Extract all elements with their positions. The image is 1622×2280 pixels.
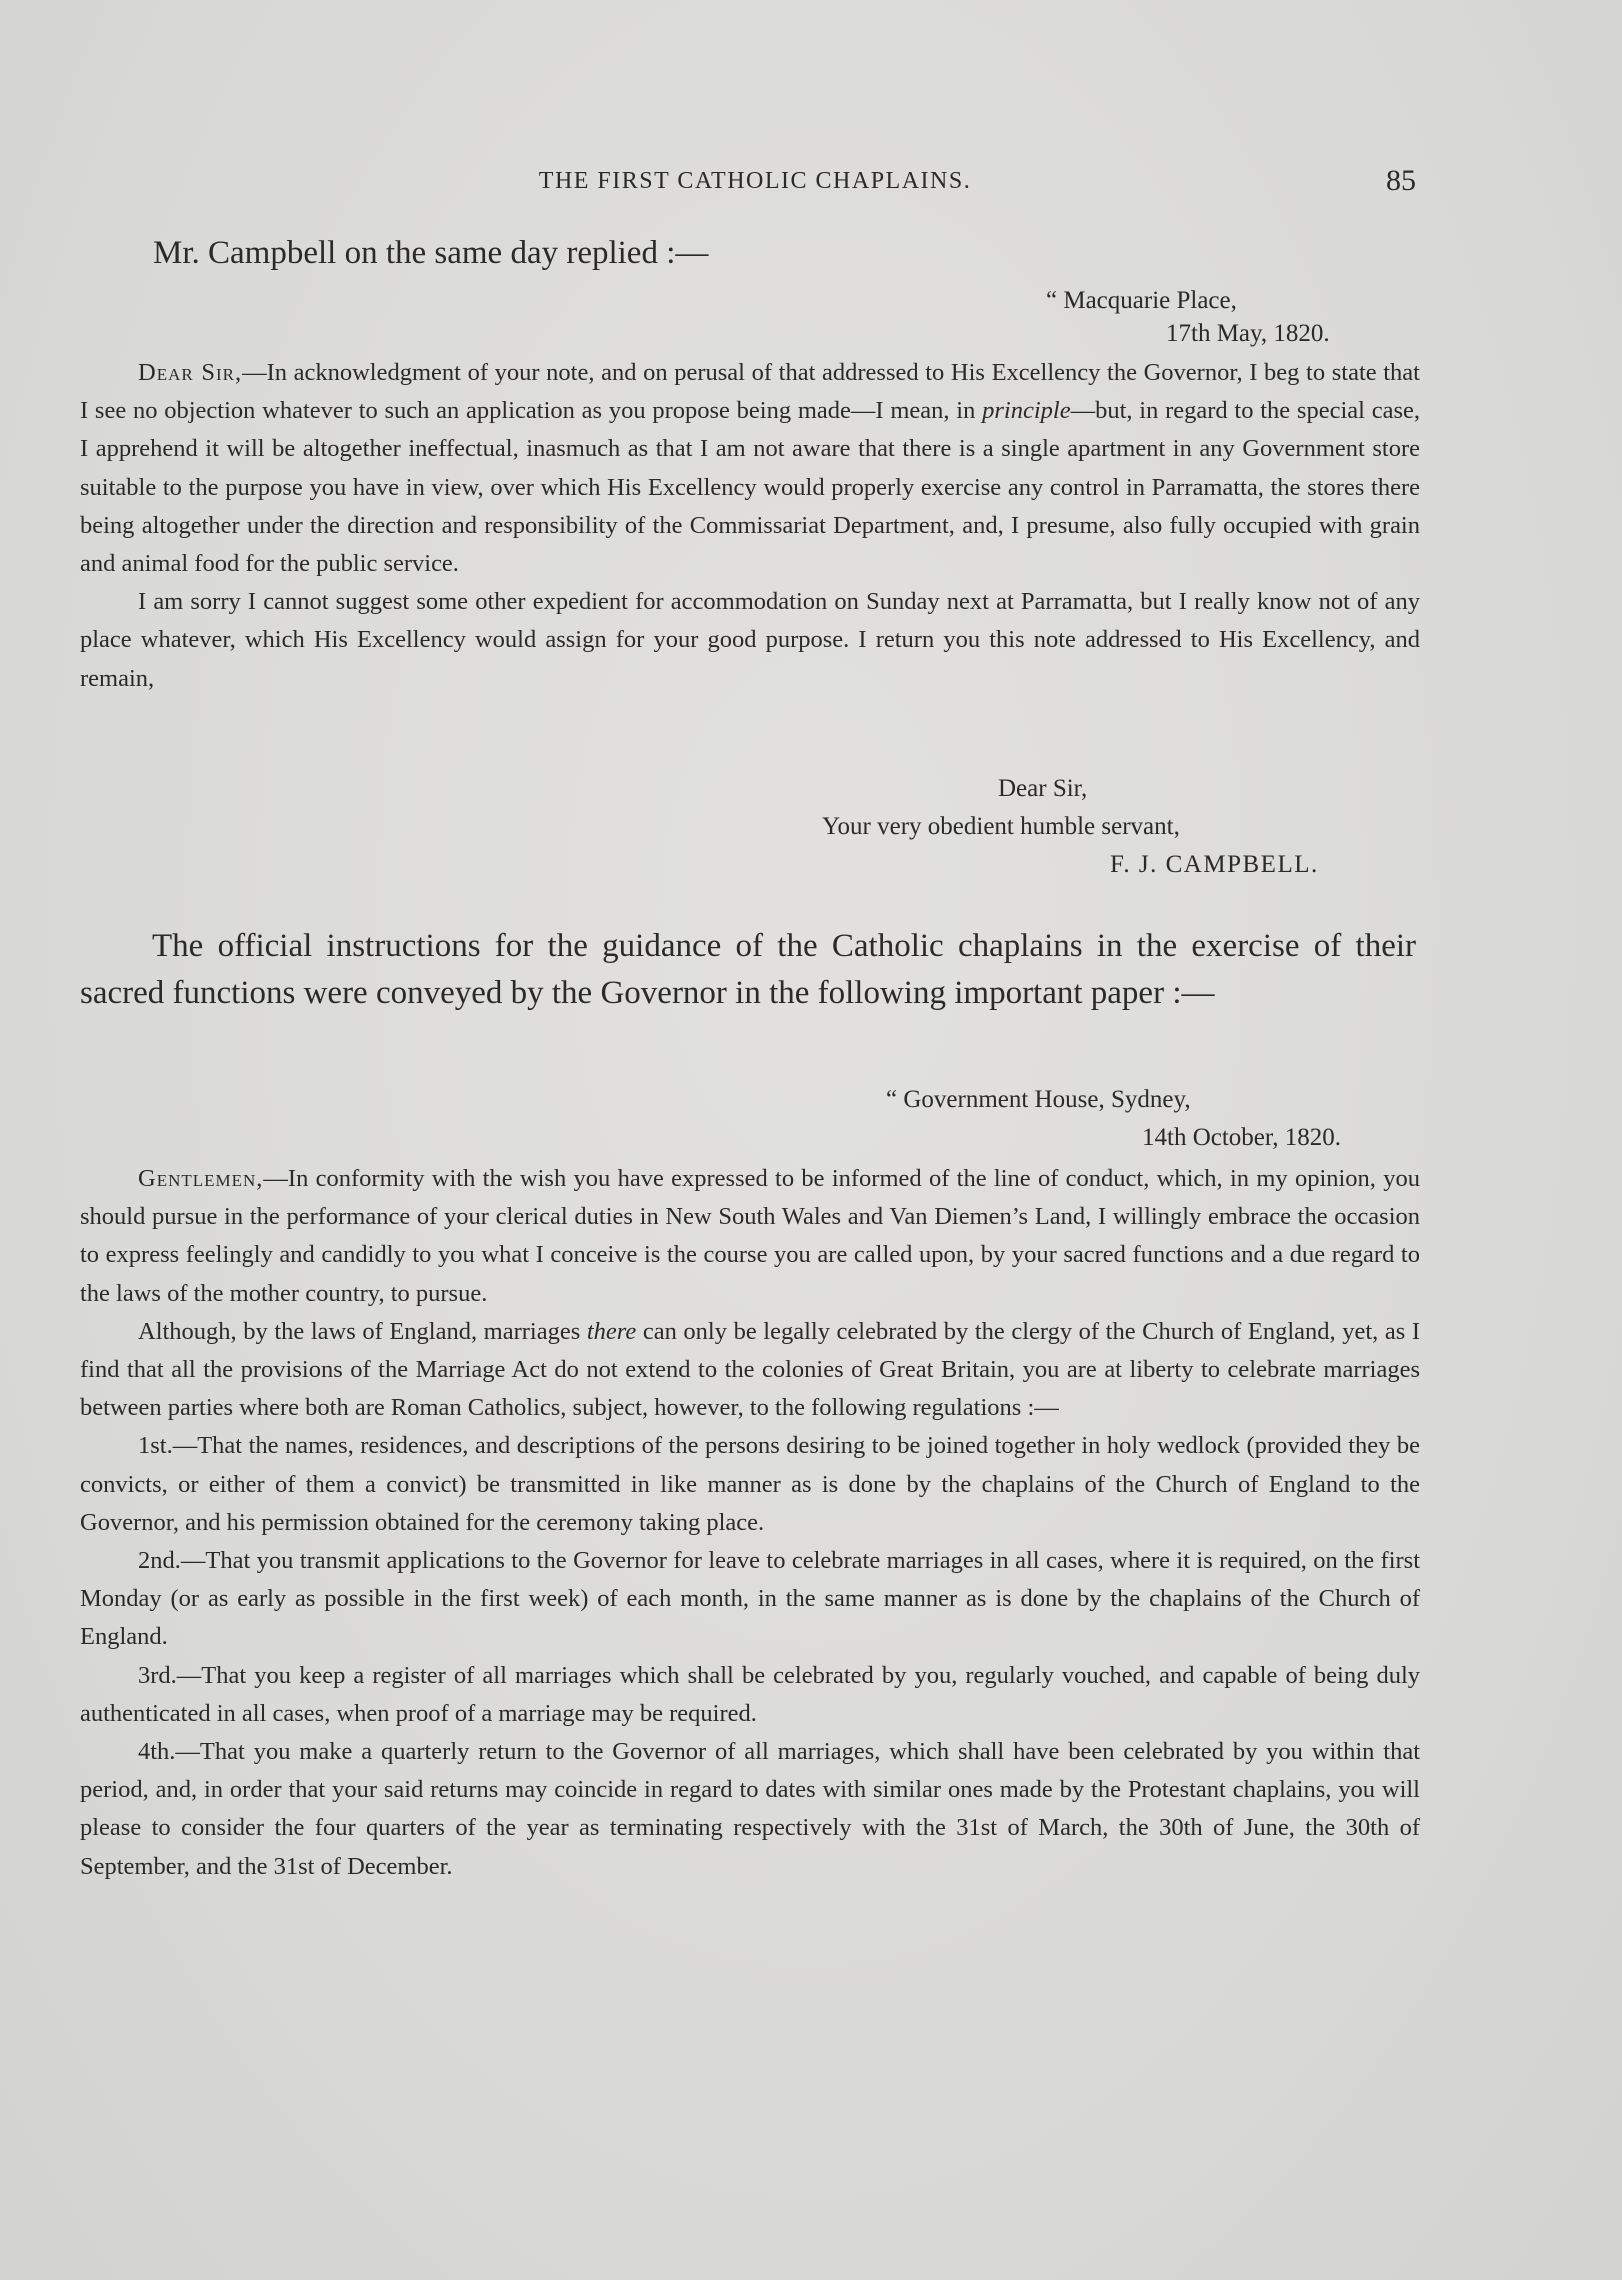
regulation-item-3: 3rd.—That you keep a register of all marriages which shall be celebrated by you, regularly vouched, and capable of being duly authenticated in all cases, when proof of a marriage may be required. — [80, 1661, 1420, 1727]
letter2-paragraph-1: Gentlemen,—In conformity with the wish you have expressed to be informed of the line of conduct, which, in my opinion, you should pursue in the performance of your clerical duties in New South Wales and Van Diemen’s Land, I willingly embrace the occasion to express feelingly and candidly to you what I conceive is the course you are called upon, by your sacred functions and a due regard to the laws of the mother country, to pursue. — [80, 1165, 1420, 1307]
letter2-address-place: “ Government House, Sydney, — [886, 1086, 1191, 1113]
page-number: 85 — [1386, 164, 1416, 197]
regulation-item-2: 2nd.—That you transmit applications to the Governor for leave to celebrate marriages in all cases, where it is required, on the first Monday (or as early as possible in the first week) of each month, in the same manner as is done by the chaplains of the Church of England. — [80, 1547, 1420, 1651]
letter1-salutation: Dear Sir, — [138, 359, 243, 386]
letter1-paragraph-1: Dear Sir,—In acknowledgment of your note, and on perusal of that addressed to His Excellency the Governor, I beg to state that I see no objection whatever to such an application as you propose being made—I mean, in principle—but, in regard to the special case, I apprehend it will be altogether ineffectual, inasmuch as that I am not aware that there is a single apartment in any Government store suitable to the purpose you have in view, over which His Excellency would properly exercise any control in Parramatta, the stores there being altogether under the direction and responsibility of the Commissariat Department, and, I presume, also fully occupied with grain and animal food for the public service. — [80, 359, 1420, 578]
letter2-salutation: Gentlemen, — [138, 1165, 264, 1192]
letter1-intro: Mr. Campbell on the same day replied :— — [153, 235, 709, 271]
letter2-address-date: 14th October, 1820. — [1142, 1124, 1341, 1151]
letter1-closing-servant: Your very obedient humble servant, — [822, 813, 1180, 840]
letter2-body — [80, 1160, 1420, 1886]
page-header — [0, 164, 1622, 204]
letter1-signature: F. J. CAMPBELL. — [1110, 851, 1319, 878]
regulation-item-1: 1st.—That the names, residences, and descriptions of the persons desiring to be joined together in holy wedlock (provided they be convicts, or either of them a convict) be transmitted in like manner as is done by the chaplains of the Church of England to the Governor, and his permission obtained for the ceremony taking place. — [80, 1432, 1420, 1536]
letter1-closing-salutation: Dear Sir, — [998, 775, 1088, 802]
letter1-body — [80, 354, 1420, 698]
letter1-address-date: 17th May, 1820. — [1166, 320, 1330, 347]
transition-paragraph: The official instructions for the guidance of the Catholic chaplains in the exercise of their sacred functions were conveyed by the Governor in the following important paper :— — [80, 928, 1416, 1011]
regulation-item-4: 4th.—That you make a quarterly return to the Governor of all marriages, which shall have been celebrated by you within that period, and, in order that your said returns may coincide in regard to dates with similar ones made by the Protestant chaplains, you will please to consider the four quarters of the year as terminating respectively with the 31st of March, the 30th of June, the 30th of September, and the 31st of December. — [80, 1738, 1420, 1880]
letter2-paragraph-2: Although, by the laws of England, marriages there can only be legally celebrated by the clergy of the Church of England, yet, as I find that all the provisions of the Marriage Act do not extend to the colonies of Great Britain, you are at liberty to celebrate marriages between parties where both are Roman Catholics, subject, however, to the following regulations :— — [80, 1317, 1420, 1422]
running-head: THE FIRST CATHOLIC CHAPLAINS. — [538, 168, 972, 194]
letter1-address-place: “ Macquarie Place, — [1046, 287, 1237, 314]
letter1-paragraph-2: I am sorry I cannot suggest some other expedient for accommodation on Sunday next at Parramatta, but I really know not of any place whatever, which His Excellency would assign for your good purpose. I return you this note addressed to His Excellency, and remain, — [80, 588, 1420, 692]
